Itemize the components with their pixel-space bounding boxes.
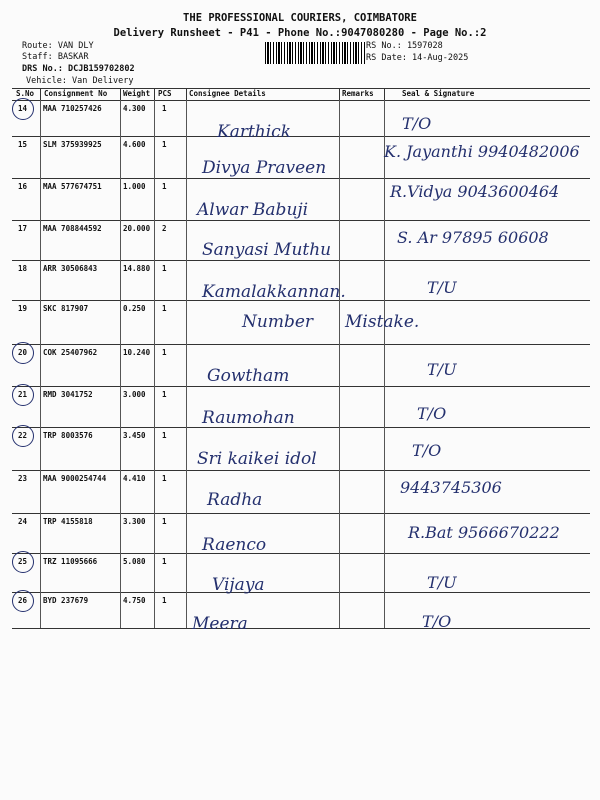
column-divider <box>339 427 340 470</box>
row-sno: 25 <box>18 557 28 566</box>
row-weight: 4.410 <box>123 474 146 483</box>
row-weight: 0.250 <box>123 304 146 313</box>
column-divider <box>186 136 187 178</box>
signature-handwriting: 9443745306 <box>400 478 502 497</box>
col-header-sno: S.No <box>16 89 35 98</box>
column-divider <box>40 260 41 300</box>
column-divider <box>384 592 385 628</box>
signature-handwriting: T/O <box>412 441 442 460</box>
row-pcs: 1 <box>162 596 167 605</box>
row-pcs: 1 <box>162 140 167 149</box>
column-divider <box>384 260 385 300</box>
row-sno: 18 <box>18 264 28 273</box>
consignee-handwriting: Kamalakkannan. <box>202 282 346 302</box>
column-divider <box>384 220 385 260</box>
column-divider <box>384 553 385 592</box>
row-weight: 4.300 <box>123 104 146 113</box>
table-row <box>12 513 590 553</box>
table-row <box>12 427 590 470</box>
consignee-handwriting: Divya Praveen <box>202 158 327 178</box>
signature-handwriting: T/O <box>422 612 452 631</box>
signature-handwriting: K. Jayanthi 9940482006 <box>384 142 580 161</box>
column-divider <box>339 592 340 628</box>
column-divider <box>154 136 155 178</box>
staff-label: Staff: BASKAR <box>22 52 89 62</box>
row-weight: 3.000 <box>123 390 146 399</box>
row-weight: 4.750 <box>123 596 146 605</box>
column-divider <box>339 553 340 592</box>
row-sno: 16 <box>18 182 28 191</box>
consignee-handwriting: Alwar Babuji <box>197 200 309 220</box>
column-divider <box>384 344 385 386</box>
consignee-handwriting: Raenco <box>202 535 267 555</box>
column-divider <box>186 344 187 386</box>
row-pcs: 2 <box>162 224 167 233</box>
table-row <box>12 300 590 344</box>
row-sno: 23 <box>18 474 28 483</box>
column-divider <box>154 300 155 344</box>
column-divider <box>154 344 155 386</box>
column-divider <box>120 220 121 260</box>
table-row <box>12 100 590 142</box>
column-divider <box>154 260 155 300</box>
sno-circle <box>12 425 34 447</box>
column-divider <box>384 470 385 513</box>
signature-handwriting: T/O <box>417 404 447 423</box>
col-header-seal: Seal & Signature <box>402 89 475 98</box>
row-pcs: 1 <box>162 348 167 357</box>
column-divider <box>154 220 155 260</box>
consignee-handwriting: Sanyasi Muthu <box>202 240 332 260</box>
col-header-consignment: Consignment No <box>44 89 108 98</box>
column-divider <box>120 592 121 628</box>
column-divider <box>40 470 41 513</box>
column-divider <box>120 427 121 470</box>
table-row <box>12 470 590 513</box>
column-divider <box>154 178 155 220</box>
column-divider <box>186 592 187 628</box>
column-divider <box>154 553 155 592</box>
signature-handwriting: T/O <box>402 114 432 133</box>
row-consignment-no: ARR 30506843 <box>43 264 98 273</box>
column-divider <box>154 470 155 513</box>
row-consignment-no: RMD 3041752 <box>43 390 93 399</box>
table-row <box>12 220 590 260</box>
column-divider <box>339 513 340 553</box>
row-consignment-no: TRP 4155818 <box>43 517 93 526</box>
row-consignment-no: MAA 708844592 <box>43 224 102 233</box>
row-consignment-no: BYD 237679 <box>43 596 89 605</box>
column-divider <box>120 386 121 427</box>
column-divider <box>384 386 385 427</box>
column-divider <box>40 136 41 178</box>
column-divider <box>186 470 187 513</box>
signature-handwriting: R.Bat 9566670222 <box>408 523 560 542</box>
col-header-remarks: Remarks <box>342 89 374 98</box>
column-divider <box>120 300 121 344</box>
row-consignment-no: MAA 577674751 <box>43 182 102 191</box>
col-header-consignee: Consignee Details <box>189 89 266 98</box>
consignee-handwriting: Sri kaikei idol <box>197 449 317 469</box>
column-divider <box>186 553 187 592</box>
col-header-weight: Weight <box>123 89 151 98</box>
row-consignment-no: COK 25407962 <box>43 348 98 357</box>
vehicle-label: Vehicle: Van Delivery <box>26 76 134 86</box>
row-weight: 10.240 <box>123 348 151 357</box>
row-pcs: 1 <box>162 104 167 113</box>
row-sno: 26 <box>18 596 28 605</box>
row-weight: 14.880 <box>123 264 151 273</box>
signature-handwriting: T/U <box>427 278 457 297</box>
column-divider <box>339 100 340 136</box>
column-divider <box>186 386 187 427</box>
row-pcs: 1 <box>162 182 167 191</box>
table-row <box>12 260 590 300</box>
column-divider <box>154 513 155 553</box>
sno-circle <box>12 98 34 120</box>
signature-handwriting: T/U <box>427 573 457 592</box>
column-divider <box>384 100 385 136</box>
column-divider <box>186 260 187 300</box>
consignee-handwriting: Karthick <box>217 122 292 142</box>
column-divider <box>120 136 121 178</box>
column-divider <box>120 88 121 100</box>
consignee-handwriting: Raumohan <box>202 408 295 428</box>
column-divider <box>339 178 340 220</box>
table-row <box>12 344 590 386</box>
row-sno: 24 <box>18 517 28 526</box>
column-divider <box>120 100 121 136</box>
column-divider <box>120 260 121 300</box>
consignee-handwriting: Gowtham <box>207 366 290 386</box>
column-divider <box>120 553 121 592</box>
runsheet-table <box>12 88 590 634</box>
sno-circle <box>12 590 34 612</box>
row-pcs: 1 <box>162 264 167 273</box>
table-row <box>12 592 590 634</box>
column-divider <box>120 513 121 553</box>
consignee-handwriting: Radha <box>207 490 263 510</box>
column-divider <box>384 427 385 470</box>
column-divider <box>40 344 41 386</box>
row-rule <box>12 628 590 629</box>
row-weight: 20.000 <box>123 224 151 233</box>
row-pcs: 1 <box>162 557 167 566</box>
consignee-handwriting: Meera <box>192 614 248 634</box>
column-divider <box>384 513 385 553</box>
row-pcs: 1 <box>162 474 167 483</box>
row-weight: 3.450 <box>123 431 146 440</box>
rs-number: RS No.: 1597028 <box>366 41 443 51</box>
table-row <box>12 136 590 178</box>
column-divider <box>154 427 155 470</box>
column-divider <box>120 178 121 220</box>
row-sno: 15 <box>18 140 28 149</box>
column-divider <box>186 427 187 470</box>
row-weight: 4.600 <box>123 140 146 149</box>
row-consignment-no: MAA 710257426 <box>43 104 102 113</box>
column-divider <box>154 592 155 628</box>
column-divider <box>339 136 340 178</box>
column-divider <box>40 300 41 344</box>
row-pcs: 1 <box>162 390 167 399</box>
row-sno: 19 <box>18 304 28 313</box>
column-divider <box>40 178 41 220</box>
barcode <box>265 42 365 64</box>
row-consignment-no: TRP 8003576 <box>43 431 93 440</box>
column-divider <box>40 513 41 553</box>
row-pcs: 1 <box>162 517 167 526</box>
row-sno: 20 <box>18 348 28 357</box>
column-divider <box>154 100 155 136</box>
column-divider <box>384 178 385 220</box>
column-divider <box>339 344 340 386</box>
row-sno: 22 <box>18 431 28 440</box>
sno-circle <box>12 342 34 364</box>
column-divider <box>40 553 41 592</box>
signature-handwriting: S. Ar 97895 60608 <box>397 228 549 247</box>
sno-circle <box>12 551 34 573</box>
column-divider <box>186 220 187 260</box>
consignee-handwriting: Vijaya <box>212 575 265 595</box>
rs-date: RS Date: 14-Aug-2025 <box>366 53 469 63</box>
column-divider <box>40 386 41 427</box>
consignee-handwriting: Number <box>242 312 314 332</box>
row-consignment-no: MAA 9000254744 <box>43 474 107 483</box>
drs-number: DRS No.: DCJB159702802 <box>22 64 135 74</box>
row-weight: 5.080 <box>123 557 146 566</box>
column-divider <box>186 300 187 344</box>
column-divider <box>186 513 187 553</box>
remarks-handwriting: Mistake. <box>345 312 420 332</box>
row-weight: 1.000 <box>123 182 146 191</box>
column-divider <box>186 88 187 100</box>
row-sno: 21 <box>18 390 28 399</box>
column-divider <box>40 100 41 136</box>
column-divider <box>339 470 340 513</box>
row-consignment-no: TRZ 11095666 <box>43 557 98 566</box>
row-weight: 3.300 <box>123 517 146 526</box>
column-divider <box>120 470 121 513</box>
column-divider <box>384 88 385 100</box>
row-pcs: 1 <box>162 431 167 440</box>
column-divider <box>186 100 187 136</box>
column-divider <box>40 88 41 100</box>
row-consignment-no: SLM 375939925 <box>43 140 102 149</box>
column-divider <box>120 344 121 386</box>
runsheet-title: THE PROFESSIONAL COURIERS, COIMBATORE <box>183 12 417 24</box>
table-row <box>12 386 590 427</box>
col-header-pcs: PCS <box>158 89 172 98</box>
column-divider <box>339 300 340 344</box>
column-divider <box>339 386 340 427</box>
table-row <box>12 553 590 595</box>
column-divider <box>154 386 155 427</box>
signature-handwriting: T/U <box>427 360 457 379</box>
signature-handwriting: R.Vidya 9043600464 <box>390 182 560 201</box>
runsheet-subtitle: Delivery Runsheet - P41 - Phone No.:9047080280 - Page No.:2 <box>113 27 487 39</box>
column-divider <box>339 88 340 100</box>
column-divider <box>186 178 187 220</box>
row-consignment-no: SKC 817907 <box>43 304 89 313</box>
row-pcs: 1 <box>162 304 167 313</box>
column-divider <box>339 220 340 260</box>
table-row <box>12 178 590 220</box>
route-label: Route: VAN DLY <box>22 41 94 51</box>
column-divider <box>40 427 41 470</box>
column-divider <box>40 220 41 260</box>
row-sno: 17 <box>18 224 28 233</box>
sno-circle <box>12 384 34 406</box>
column-divider <box>154 88 155 100</box>
column-divider <box>40 592 41 628</box>
row-sno: 14 <box>18 104 28 113</box>
